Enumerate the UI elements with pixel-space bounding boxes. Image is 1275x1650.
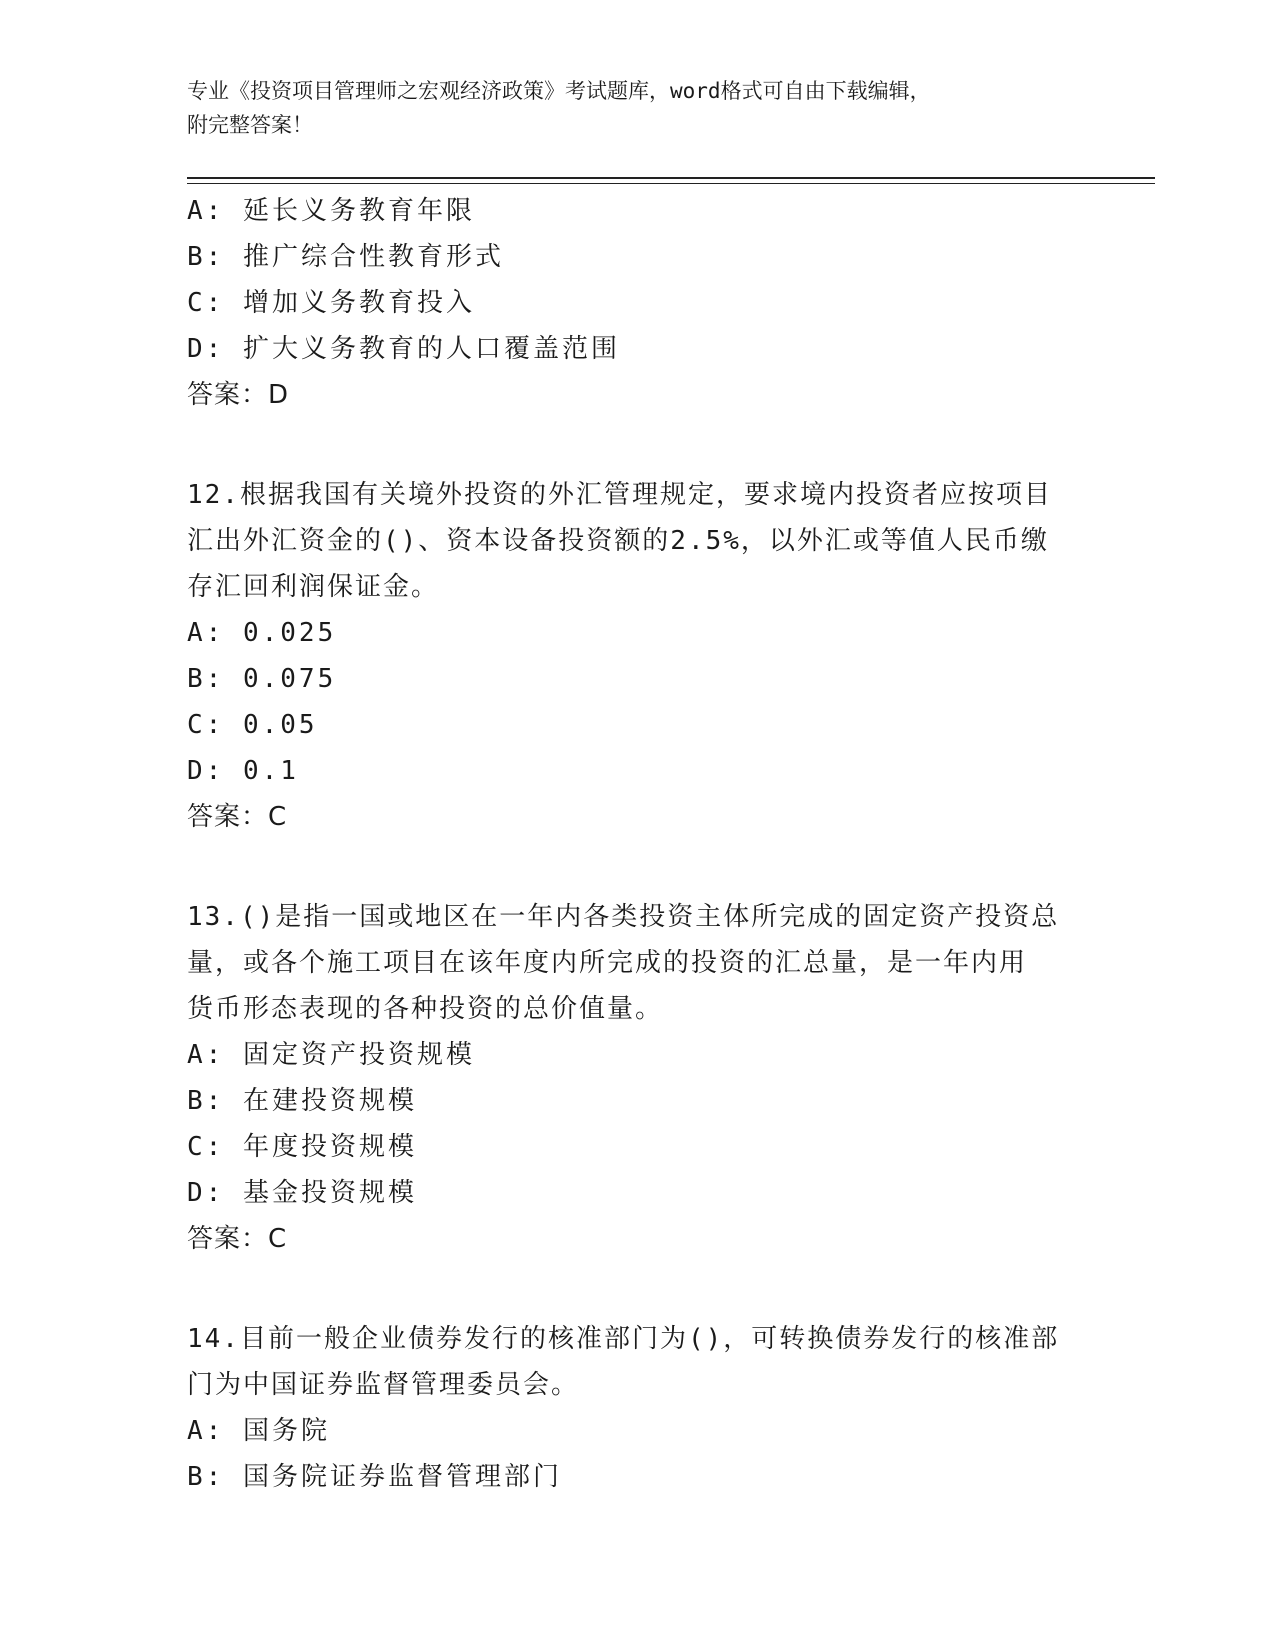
q12-option-a: A: 0.025 <box>187 618 337 648</box>
header-line-1: 专业《投资项目管理师之宏观经济政策》考试题库，word格式可自由下载编辑， <box>187 79 931 103</box>
header-divider-thin <box>187 183 1155 184</box>
q13-stem-line-1: 13.()是指一国或地区在一年内各类投资主体所完成的固定资产投资总 <box>187 902 1060 932</box>
q12-stem-line-1: 12.根据我国有关境外投资的外汇管理规定，要求境内投资者应按项目 <box>187 480 1052 510</box>
header-divider-thick <box>187 177 1155 179</box>
header-line-2: 附完整答案！ <box>187 113 313 137</box>
q12-option-d: D: 0.1 <box>187 756 299 786</box>
q14-stem <box>187 1316 1087 1408</box>
q14-option-b: B: 国务院证券监督管理部门 <box>187 1462 562 1492</box>
question-14 <box>187 1316 1087 1500</box>
q12-option-b: B: 0.075 <box>187 664 337 694</box>
q13-stem-line-3: 货币形态表现的各种投资的总价值量。 <box>187 994 664 1024</box>
question-gap <box>187 418 1087 472</box>
q11-answer: 答案：D <box>187 380 290 410</box>
q12-stem <box>187 472 1087 610</box>
q12-option-c: C: 0.05 <box>187 710 318 740</box>
question-12 <box>187 472 1087 840</box>
q12-stem-line-2: 汇出外汇资金的()、资本设备投资额的2.5%，以外汇或等值人民币缴 <box>187 526 1049 556</box>
q13-stem <box>187 894 1087 1032</box>
q12-stem-line-3: 存汇回利润保证金。 <box>187 572 440 602</box>
question-gap <box>187 840 1087 894</box>
question-gap <box>187 1262 1087 1316</box>
question-13 <box>187 894 1087 1262</box>
document-header <box>187 74 1087 142</box>
question-11 <box>187 188 1087 418</box>
q13-stem-line-2: 量，或各个施工项目在该年度内所完成的投资的汇总量，是一年内用 <box>187 948 1028 978</box>
question-content <box>187 188 1087 1500</box>
q11-option-d: D: 扩大义务教育的人口覆盖范围 <box>187 334 620 364</box>
q13-option-a: A: 固定资产投资规模 <box>187 1040 475 1070</box>
q11-option-a: A: 延长义务教育年限 <box>187 196 475 226</box>
q11-option-b: B: 推广综合性教育形式 <box>187 242 504 272</box>
q13-option-c: C: 年度投资规模 <box>187 1132 417 1162</box>
q14-stem-line-2: 门为中国证券监督管理委员会。 <box>187 1370 580 1400</box>
q13-answer: 答案：C <box>187 1224 288 1254</box>
q12-answer: 答案：C <box>187 802 288 832</box>
q13-option-d: D: 基金投资规模 <box>187 1178 417 1208</box>
q13-option-b: B: 在建投资规模 <box>187 1086 417 1116</box>
q14-option-a: A: 国务院 <box>187 1416 330 1446</box>
q14-stem-line-1: 14.目前一般企业债券发行的核准部门为()，可转换债券发行的核准部 <box>187 1324 1060 1354</box>
q11-option-c: C: 增加义务教育投入 <box>187 288 475 318</box>
